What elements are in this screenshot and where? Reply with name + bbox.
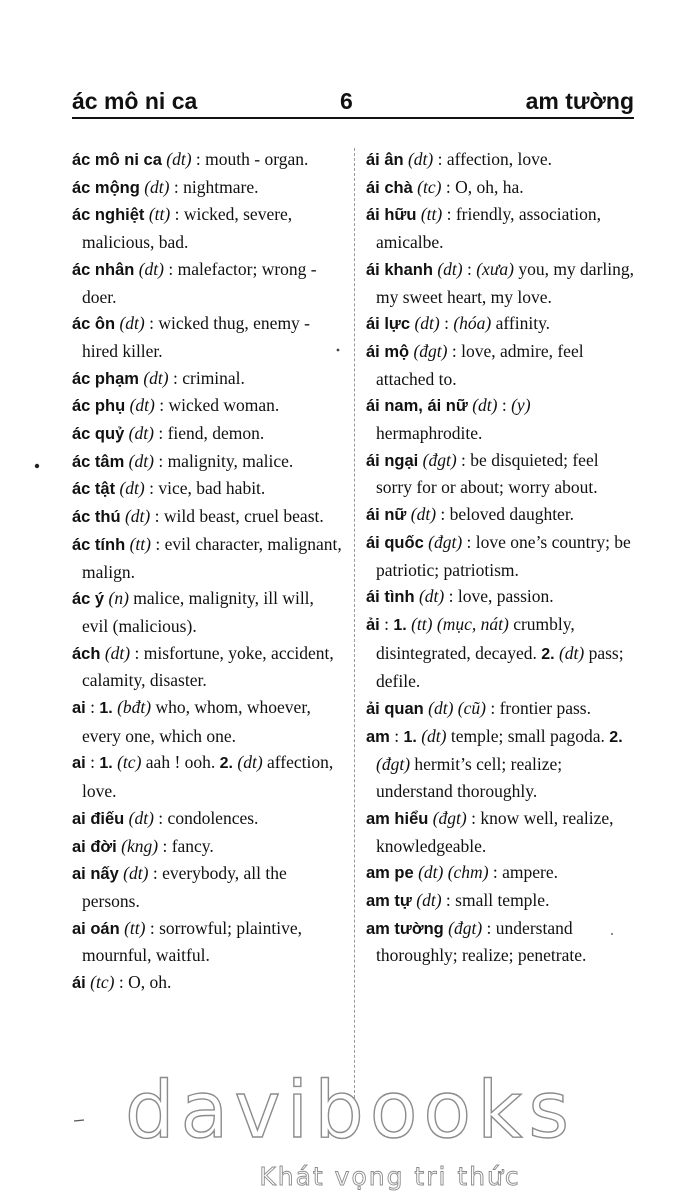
entry-headword: ai điếu bbox=[72, 809, 125, 828]
entry-headword: ái tình bbox=[366, 588, 415, 607]
header-last-headword: am tường bbox=[525, 88, 634, 114]
part-of-speech: (dt) (chm) bbox=[418, 862, 489, 883]
entry-separator: : bbox=[466, 807, 481, 828]
part-of-speech: (dt) bbox=[119, 313, 145, 334]
part-of-speech: (dt) bbox=[124, 506, 151, 527]
entry-headword: ác nghiệt bbox=[72, 206, 145, 225]
part-of-speech: (đgt) bbox=[432, 807, 467, 828]
sense-number: 1. bbox=[99, 755, 113, 773]
part-of-speech: (dt) bbox=[407, 149, 434, 169]
definition: malice, malignity, ill will, evil (malicious). bbox=[82, 588, 314, 636]
entry-headword: ải quan bbox=[366, 700, 424, 719]
part-of-speech: (dt) bbox=[129, 395, 155, 416]
definition: affection, love. bbox=[82, 752, 334, 802]
entry-separator: : bbox=[164, 258, 178, 279]
page-number: 6 bbox=[340, 88, 353, 114]
definition: understand thoroughly; realize; penetrate. bbox=[376, 917, 587, 966]
definition: vice, bad habit. bbox=[158, 478, 266, 499]
part-of-speech: (dt) bbox=[237, 752, 263, 773]
part-of-speech: (dt) bbox=[128, 450, 154, 471]
entry-separator: : bbox=[148, 863, 163, 884]
entry-separator: : bbox=[85, 752, 100, 773]
entry-headword: am tường bbox=[366, 919, 444, 938]
definition: : frontier pass. bbox=[490, 698, 591, 719]
part-of-speech: (đgt) bbox=[448, 917, 483, 938]
sense-number: 2. bbox=[541, 645, 555, 663]
definition: beloved daughter. bbox=[449, 504, 575, 525]
definition: pass; defile. bbox=[376, 642, 624, 692]
entry-headword: ái mộ bbox=[366, 342, 410, 361]
part-of-speech: (dt) bbox=[472, 395, 498, 416]
sense-number: 2. bbox=[219, 755, 233, 773]
entry-separator: : bbox=[168, 367, 183, 388]
usage-note: (hóa) bbox=[453, 313, 492, 334]
definition: love, passion. bbox=[457, 586, 554, 607]
entry-separator: : bbox=[150, 506, 164, 527]
entry-separator: : bbox=[153, 450, 168, 471]
entry-headword: ác thú bbox=[72, 508, 121, 527]
entry-headword: ác quỷ bbox=[72, 425, 125, 444]
definition: wild beast, cruel beast. bbox=[163, 506, 324, 527]
entry-headword: am hiểu bbox=[366, 809, 429, 828]
entry-separator: : bbox=[441, 889, 456, 910]
watermark-tagline: Khát vọng tri thức bbox=[259, 1162, 521, 1191]
entry-headword: ai nấy bbox=[72, 865, 119, 884]
entry-separator: : bbox=[442, 204, 456, 225]
definition: ampere. bbox=[502, 862, 559, 883]
entry-headword: ác tâm bbox=[72, 452, 125, 471]
definition: small temple. bbox=[455, 889, 550, 910]
definition: temple; small pagoda. bbox=[450, 725, 605, 746]
definition: hermit’s cell; realize; understand thoroughly. bbox=[376, 754, 563, 802]
sense-number: 1. bbox=[99, 700, 113, 718]
part-of-speech: (dt) bbox=[428, 698, 454, 719]
definition: malignity, malice. bbox=[167, 450, 294, 471]
entry-separator: : bbox=[462, 531, 476, 552]
entry-separator: : bbox=[170, 204, 184, 225]
part-of-speech: (dt) bbox=[421, 725, 447, 746]
entry-headword: ái nữ bbox=[366, 506, 407, 525]
part-of-speech: (kng) bbox=[121, 835, 159, 856]
entry-headword: ác tật bbox=[72, 480, 116, 499]
definition: misfortune, yoke, accident, calamity, disaster. bbox=[82, 642, 334, 691]
part-of-speech: (dt) bbox=[166, 149, 192, 169]
part-of-speech: (dt) bbox=[128, 807, 154, 828]
definition: be disquieted; feel sorry for or about; worry about. bbox=[376, 449, 599, 498]
part-of-speech: (dt) bbox=[144, 176, 170, 197]
entry-separator: : bbox=[444, 586, 458, 607]
entry-separator: : bbox=[488, 862, 503, 883]
entry-headword: ác ôn bbox=[72, 315, 116, 334]
sense-number: 2. bbox=[609, 728, 623, 746]
usage-note: (y) bbox=[511, 395, 531, 416]
definition: who, whom, whoever, every one, which one. bbox=[82, 697, 311, 746]
usage-note: (xưa) bbox=[476, 258, 514, 279]
definition: affection, love. bbox=[446, 149, 553, 169]
definition: sorrowful; plaintive, mournful, waitful. bbox=[82, 917, 302, 966]
definition: fiend, demon. bbox=[167, 423, 265, 444]
usage-note: (mục, nát) bbox=[436, 613, 509, 634]
entry-separator: : bbox=[462, 258, 477, 279]
entry-separator: : bbox=[145, 917, 160, 938]
header-first-headword: ác mô ni ca bbox=[72, 88, 198, 114]
entry-headword: ai đời bbox=[72, 837, 117, 856]
entry-separator: : bbox=[456, 449, 471, 470]
part-of-speech: (tt) bbox=[420, 204, 443, 225]
definition: condolences. bbox=[167, 807, 259, 828]
entry-headword: ái ân bbox=[366, 151, 404, 169]
definition: O, oh. bbox=[128, 972, 172, 993]
entry-headword: ái chà bbox=[366, 178, 413, 197]
entry-separator: : bbox=[150, 533, 165, 554]
entry-headword: ái quốc bbox=[366, 533, 424, 552]
entry-separator: : bbox=[144, 478, 159, 499]
part-of-speech: (tc) bbox=[117, 752, 142, 773]
entry-separator: : bbox=[447, 340, 462, 361]
definition: wicked, severe, malicious, bad. bbox=[82, 204, 293, 253]
part-of-speech: (dt) bbox=[123, 863, 149, 884]
part-of-speech: (dt) bbox=[104, 642, 131, 663]
entry-separator: : bbox=[379, 613, 394, 634]
entry-separator: : bbox=[114, 972, 129, 993]
part-of-speech: (dt) bbox=[138, 258, 165, 279]
part-of-speech: (đgt) bbox=[422, 449, 457, 470]
entry-separator: : bbox=[497, 395, 512, 416]
definition: wicked woman. bbox=[168, 395, 280, 416]
definition: crumbly, disintegrated, decayed. bbox=[376, 613, 575, 663]
entry-headword: ái bbox=[72, 974, 86, 993]
entry-headword: ái ngại bbox=[366, 451, 419, 470]
part-of-speech: (dt) bbox=[119, 478, 145, 499]
part-of-speech: (dt) bbox=[437, 258, 463, 279]
entry-headword: ái lực bbox=[366, 315, 411, 334]
entry-separator: : bbox=[389, 725, 404, 746]
definition: nightmare. bbox=[183, 176, 259, 197]
definition: hermaphrodite. bbox=[376, 423, 483, 444]
entry-separator: : bbox=[169, 176, 184, 197]
usage-note: (cũ) bbox=[457, 698, 486, 719]
entry-headword: ác mộng bbox=[72, 178, 140, 197]
definition: love, admire, feel attached to. bbox=[376, 340, 584, 389]
sense-number: 1. bbox=[393, 616, 407, 634]
entry-headword: ách bbox=[72, 644, 101, 663]
entry-headword: ác tính bbox=[72, 535, 126, 554]
entry-headword: am pe bbox=[366, 864, 414, 883]
part-of-speech: (dt) bbox=[418, 586, 445, 607]
entry-headword: am bbox=[366, 727, 390, 746]
entry-headword: ác ý bbox=[72, 590, 105, 609]
definition: friendly, association, amicalbe. bbox=[376, 204, 601, 253]
part-of-speech: (dt) bbox=[558, 642, 585, 663]
entry-headword: ai bbox=[72, 699, 86, 718]
part-of-speech: (tc) bbox=[90, 972, 115, 993]
definition: love one’s country; be patriotic; patriotism. bbox=[376, 531, 631, 580]
part-of-speech: (dt) bbox=[410, 504, 437, 525]
entry-separator: : bbox=[433, 149, 447, 169]
entry-separator: : bbox=[439, 313, 454, 334]
definition: mouth - organ. bbox=[205, 149, 309, 169]
entry-separator: : bbox=[441, 176, 456, 197]
entry-headword: ác phụ bbox=[72, 397, 126, 416]
entry-separator: : bbox=[153, 807, 168, 828]
entry-headword: ác mô ni ca bbox=[72, 151, 162, 169]
entry-separator: : bbox=[85, 697, 100, 718]
part-of-speech: (tt) bbox=[411, 613, 433, 634]
part-of-speech: (dt) bbox=[128, 423, 154, 444]
part-of-speech: (dt) bbox=[416, 889, 442, 910]
entry-separator: : bbox=[153, 423, 168, 444]
definition: wicked thug, enemy - hired killer. bbox=[82, 313, 311, 361]
part-of-speech: (đgt) bbox=[376, 754, 411, 775]
definition: aah ! ooh. bbox=[145, 752, 216, 773]
entry-headword: ai oán bbox=[72, 919, 120, 938]
entry-headword: ác nhân bbox=[72, 260, 135, 279]
part-of-speech: (n) bbox=[108, 588, 129, 609]
entry-headword: ái hữu bbox=[366, 206, 417, 225]
part-of-speech: (tt) bbox=[124, 917, 146, 938]
part-of-speech: (dt) bbox=[143, 367, 169, 388]
part-of-speech: (tt) bbox=[129, 533, 151, 554]
entry-headword: ái nam, ái nữ bbox=[366, 397, 468, 416]
definition: affinity. bbox=[495, 313, 551, 334]
definition: you, my darling, my sweet heart, my love. bbox=[376, 258, 634, 307]
part-of-speech: (đgt) bbox=[428, 531, 463, 552]
definition: fancy. bbox=[171, 835, 214, 856]
entry-headword: ải bbox=[366, 615, 380, 634]
definition: malefactor; wrong - doer. bbox=[82, 258, 317, 307]
entry-separator: : bbox=[158, 835, 172, 856]
part-of-speech: (tt) bbox=[148, 204, 171, 225]
entry-headword: ai bbox=[72, 754, 86, 773]
entry-separator: : bbox=[482, 917, 496, 938]
definition: everybody, all the persons. bbox=[82, 863, 287, 911]
watermark-logo: davibooks bbox=[125, 1066, 575, 1156]
part-of-speech: (đgt) bbox=[413, 340, 448, 361]
part-of-speech: (dt) bbox=[414, 313, 440, 334]
entry-separator: : bbox=[154, 395, 169, 416]
part-of-speech: (tc) bbox=[417, 176, 442, 197]
entry-separator: : bbox=[144, 313, 159, 334]
definition: criminal. bbox=[182, 367, 245, 388]
entry-headword: ái khanh bbox=[366, 260, 433, 279]
entry-headword: am tự bbox=[366, 891, 412, 910]
part-of-speech: (bđt) bbox=[117, 697, 152, 718]
definition: know well, realize, knowledgeable. bbox=[376, 807, 614, 856]
entry-separator: : bbox=[436, 504, 450, 525]
sense-number: 1. bbox=[403, 728, 417, 746]
entry-headword: ác phạm bbox=[72, 369, 139, 388]
definition: O, oh, ha. bbox=[455, 176, 524, 197]
definition: evil character, malignant, malign. bbox=[82, 533, 342, 582]
entry-separator: : bbox=[191, 149, 206, 169]
entry-separator: : bbox=[130, 642, 144, 663]
